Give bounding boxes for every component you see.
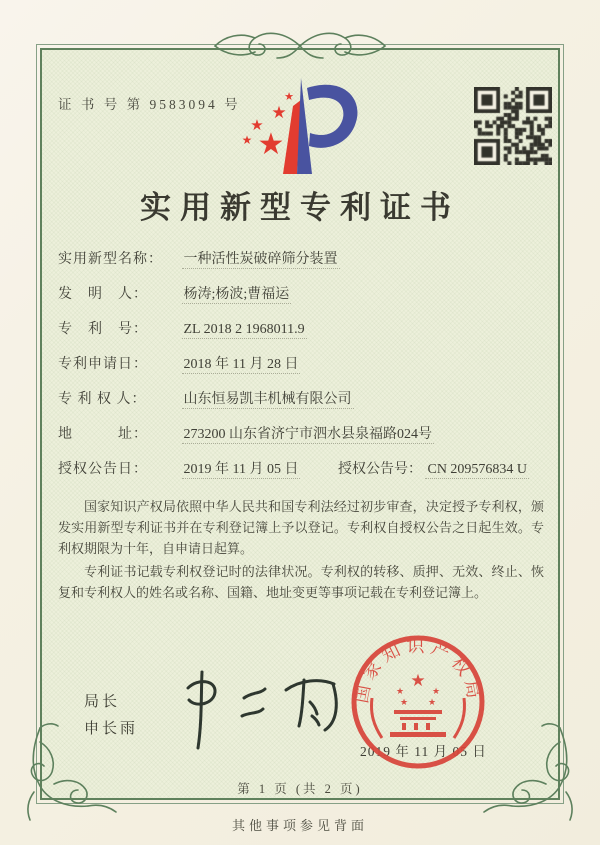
page-number: 第 1 页 (共 2 页) (237, 782, 363, 796)
field-row-inventors (58, 283, 544, 302)
field-row-patentee (58, 388, 544, 407)
svg-text:★: ★ (257, 127, 285, 162)
national-emblem-icon (390, 671, 446, 737)
reverse-side-note: 其他事项参见背面 (231, 818, 368, 833)
field-row-name (58, 248, 544, 267)
svg-text:★: ★ (431, 687, 441, 697)
certificate-number: 证 书 号 第 9583094 号 (58, 97, 241, 112)
field-value: 山东恒易凯丰机械有限公司 (183, 392, 352, 407)
legal-paragraph-1: 国家知识产权局依照中华人民共和国专利法经过初步审查，决定授予专利权，颁发实用新型专利证书并在专利登记簿上予以登记。专利权自授权公告之日起生效。专利权期限为十年，自申请日起算。 (58, 499, 544, 556)
field-row-address (58, 423, 544, 442)
cnipa-logo-icon (233, 72, 373, 186)
field-label: 授权公告日： (58, 462, 148, 477)
grant-date-under-seal: 2019 年 11 月 05 日 (360, 744, 487, 759)
field-label: 发 明 人： (58, 287, 148, 302)
svg-text:★: ★ (241, 133, 253, 147)
commissioner-name: 申长雨 (84, 720, 139, 737)
field-label: 专 利 号： (58, 322, 148, 337)
field-label: 实用新型名称： (58, 252, 163, 267)
field-row-grant (58, 458, 544, 477)
field-value: 2018 年 11 月 28 日 (183, 357, 299, 372)
svg-text:★: ★ (399, 698, 409, 708)
cnipa-red-seal (330, 614, 506, 790)
field-value: 2019 年 11 月 05 日 (183, 462, 299, 477)
field-label: 专 利 权 人： (58, 392, 147, 407)
field-row-patent-number (58, 318, 544, 337)
legal-text (58, 496, 544, 605)
field-label: 地 址： (58, 427, 148, 442)
svg-text:★: ★ (284, 90, 294, 103)
field-value: 273200 山东省济宁市泗水县泉福路024号 (183, 427, 432, 442)
certificate-title: 实用新型专利证书 (140, 190, 460, 225)
legal-paragraph-2: 专利证书记载专利权登记时的法律状况。专利权的转移、质押、无效、终止、恢复和专利权人的姓名或名称、国籍、地址变更等事项记载在专利登记簿上。 (58, 564, 544, 600)
handwritten-signature (168, 664, 348, 759)
field-label: 专利申请日： (58, 357, 148, 372)
svg-text:★: ★ (250, 116, 264, 134)
top-flourish-ornament (205, 24, 395, 68)
svg-text:★: ★ (395, 687, 405, 697)
field-value-grant-number: CN 209576834 U (427, 462, 528, 477)
svg-text:★: ★ (410, 671, 426, 691)
field-label-grant-number: 授权公告号： (337, 462, 422, 477)
field-row-filing-date (58, 353, 544, 372)
svg-text:★: ★ (271, 103, 287, 123)
field-value: 杨涛;杨波;曹福运 (183, 287, 290, 302)
certificate-fields (58, 248, 544, 493)
seal-text: 国家知识产权局 (351, 636, 485, 705)
svg-text:★: ★ (427, 698, 437, 708)
commissioner-title: 局长 (84, 693, 121, 710)
field-value: ZL 2018 2 1968011.9 (183, 322, 305, 337)
qr-code (474, 87, 552, 165)
field-value: 一种活性炭破碎筛分装置 (183, 252, 338, 267)
